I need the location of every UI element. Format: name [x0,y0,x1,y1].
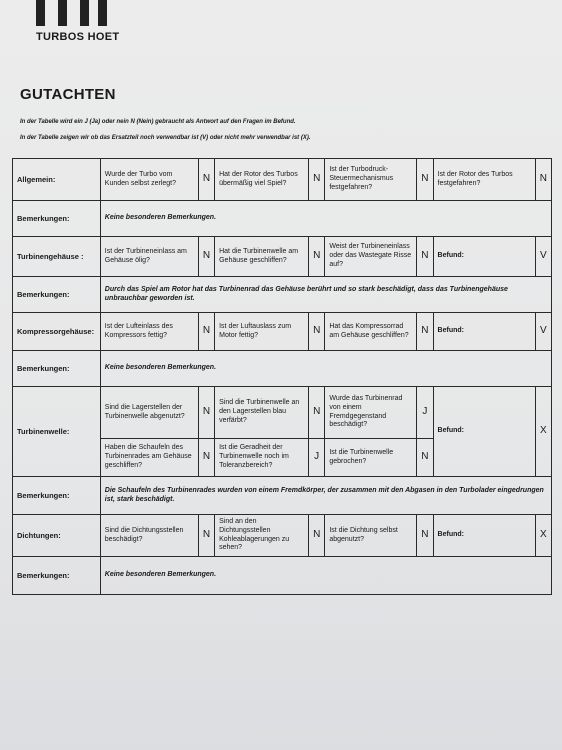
question: Sind an den Dichtungsstellen Kohleablagerungen zu sehen? [215,515,309,557]
befund-label: Befund: [433,313,535,351]
answer: N [417,237,433,277]
answer: N [198,313,214,351]
answer: J [309,439,325,477]
answer: N [417,313,433,351]
remarks-text: Keine besonderen Bemerkungen. [100,557,551,595]
question: Sind die Lagerstellen der Turbinenwelle abgenutzt? [100,387,198,439]
answer: N [417,515,433,557]
remarks-text: Die Schaufeln des Turbinenrades wurden von einem Fremdkörper, der zusammen mit den Abgasen in den Turbolader eingedrungen ist, stark beschädigt. [100,477,551,515]
answer: N [309,387,325,439]
answer: N [198,439,214,477]
section-label-allgemein: Allgemein: [13,159,101,201]
befund-label: Befund: [433,515,535,557]
befund-result: V [535,237,551,277]
row-turbinenwelle [13,387,552,439]
answer: N [198,159,214,201]
section-label-kompressor: Kompressorgehäuse: [13,313,101,351]
section-label-dichtungen: Dichtungen: [13,515,101,557]
answer: N [417,159,433,201]
answer: N [309,313,325,351]
section-label-turbinenwelle: Turbinenwelle: [13,387,101,477]
company-logo [36,0,108,26]
answer: J [417,387,433,439]
question: Ist der Lufteinlass des Kompressors fettig? [100,313,198,351]
remarks-label: Bemerkungen: [13,557,101,595]
question: Wurde der Turbo vom Kunden selbst zerlegt? [100,159,198,201]
remarks-row [13,557,552,595]
row-kompressor [13,313,552,351]
answer: N [198,515,214,557]
remarks-label: Bemerkungen: [13,477,101,515]
remarks-label: Bemerkungen: [13,351,101,387]
befund-result: X [535,387,551,477]
remarks-text: Keine besonderen Bemerkungen. [100,201,551,237]
question: Haben die Schaufeln des Turbinenrades am Gehäuse geschliffen? [100,439,198,477]
answer: N [309,515,325,557]
befund-result: V [535,313,551,351]
answer: N [309,159,325,201]
question: Hat die Turbinenwelle am Gehäuse geschliffen? [215,237,309,277]
answer: N [198,387,214,439]
remarks-row [13,351,552,387]
row-turbinengehaeuse [13,237,552,277]
row-allgemein [13,159,552,201]
row-dichtungen [13,515,552,557]
remarks-text: Durch das Spiel am Rotor hat das Turbinenrad das Gehäuse berührt und so stark beschädigt, dass das Turbinengehäuse unbrauchbar geworden ist. [100,277,551,313]
befund-label: Befund: [433,237,535,277]
answer: N [198,237,214,277]
remarks-row [13,201,552,237]
remarks-row [13,277,552,313]
question: Ist der Rotor des Turbos festgefahren? [433,159,535,201]
section-label-turbinengehaeuse: Turbinengehäuse : [13,237,101,277]
intro-line-1: In der Tabelle wird ein J (Ja) oder nein N (Nein) gebraucht als Antwort auf den Fragen im Befund. [20,119,296,125]
question: Ist der Turbineneinlass am Gehäuse ölig? [100,237,198,277]
question: Ist die Geradheit der Turbinenwelle noch im Toleranzbereich? [215,439,309,477]
befund-result: X [535,515,551,557]
question: Weist der Turbineneinlass oder das Wastegate Risse auf? [325,237,417,277]
answer: N [535,159,551,201]
remarks-row [13,477,552,515]
page-title: GUTACHTEN [20,86,116,103]
answer: N [309,237,325,277]
remarks-label: Bemerkungen: [13,277,101,313]
question: Ist der Turbodruck-Steuermechanismus festgefahren? [325,159,417,201]
question: Sind die Dichtungsstellen beschädigt? [100,515,198,557]
answer: N [417,439,433,477]
question: Ist die Turbinenwelle gebrochen? [325,439,417,477]
assessment-table [12,158,552,595]
question: Ist der Luftauslass zum Motor fettig? [215,313,309,351]
brand-name: TURBOS HOET [36,31,120,43]
question: Ist die Dichtung selbst abgenutzt? [325,515,417,557]
question: Hat der Rotor des Turbos übermäßig viel Spiel? [215,159,309,201]
remarks-text: Keine besonderen Bemerkungen. [100,351,551,387]
question: Wurde das Turbinenrad von einem Fremdgegenstand beschädigt? [325,387,417,439]
question: Hat das Kompressorrad am Gehäuse geschliffen? [325,313,417,351]
befund-label: Befund: [433,387,535,477]
question: Sind die Turbinenwelle an den Lagerstellen blau verfärbt? [215,387,309,439]
intro-line-2: In der Tabelle zeigen wir ob das Ersatzteil noch verwendbar ist (V) oder nicht mehr verwendbar ist (X). [20,135,311,141]
remarks-label: Bemerkungen: [13,201,101,237]
